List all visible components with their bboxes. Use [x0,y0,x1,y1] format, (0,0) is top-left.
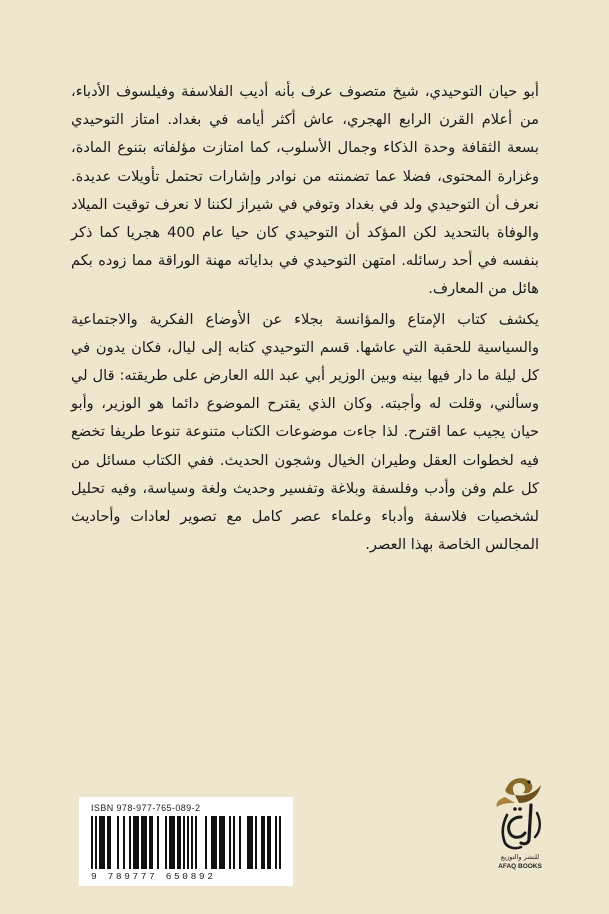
barcode-bar [95,816,97,869]
barcode-bar [269,816,271,869]
blurb-text [71,78,539,559]
barcode-bar [173,816,175,869]
barcode-digits: 9 789777 650892 [91,871,216,882]
publisher-logo [485,773,555,883]
barcode-bar [137,816,139,869]
barcode-bar [143,816,145,869]
barcode-bar [169,816,171,869]
barcode-bar [177,816,179,869]
barcode-bar [91,816,93,869]
barcode-bar [205,816,207,869]
barcode-bar [157,816,159,869]
barcode-bar [211,816,213,869]
barcode-bar [135,816,137,869]
barcode-bar [183,816,185,869]
barcode-bar [107,816,109,869]
isbn-barcode [79,797,293,886]
publisher-caption-english: AFAQ BOOKS [498,863,542,870]
barcode-bar [179,816,181,869]
barcode-bar [123,816,125,869]
barcode-bar [249,816,251,869]
barcode-bar [145,816,147,869]
barcode-bar [233,816,235,869]
barcode-bar [133,816,135,869]
barcode-bar [229,816,231,869]
barcode-bar [267,816,269,869]
barcode-bar [215,816,217,869]
barcode-bar [247,816,249,869]
barcode-bar [221,816,223,869]
barcode-bar [103,816,105,869]
isbn-number: ISBN 978-977-765-089-2 [91,803,201,813]
barcode-bar [261,816,263,869]
barcode-bar [279,816,281,869]
barcode-bar [141,816,143,869]
barcode-bar [149,816,151,869]
barcode-bar [195,816,197,869]
barcode-bar [109,816,111,869]
barcode-bars [91,816,281,869]
barcode-bar [255,816,257,869]
barcode-bar [251,816,253,869]
barcode-bar [171,816,173,869]
blurb-paragraph-2: يكشف كتاب الإمتاع والمؤانسة بجلاء عن الأوضاع الفكرية والاجتماعية والسياسية للحقبة التي عاشها. قسم التوحيدي كتابه إلى ليال، فكان يدون في كل ليلة ما دار فيها بينه وبين الوزير أبي عبد الله العارض على طريقته: قال لي وسألني، وقلت له وأجبته. وكان الذي يقترح الموضوع دائما هو الوزير، وأبو حيان يجيب عما اقترح. لذا جاءت موضوعات الكتاب متنوعة تنوعا طريفا تخضع فيه لخطوات العقل وطيران الخيال وشجون الحديث. ففي الكتاب مسائل من كل علم وفن وأدب وفلسفة وبلاغة وتفسير وحديث ولغة وسياسة، وفيه تحليل لشخصيات فلاسفة وأدباء وعلماء عصر كامل مع تصوير لعادات وأحاديث المجالس الخاصة بهذا العصر. [71,310,539,554]
barcode-bar [165,816,167,869]
barcode-bar [239,816,241,869]
barcode-bar [213,816,215,869]
barcode-bar [219,816,221,869]
barcode-bar [101,816,103,869]
barcode-bar [151,816,153,869]
barcode-bar [191,816,193,869]
barcode-bar [129,816,131,869]
barcode-bar [223,816,225,869]
barcode-bar [275,816,277,869]
barcode-bar [99,816,101,869]
barcode-bar [263,816,265,869]
publisher-caption-arabic: للنشر والتوزيع [500,853,540,861]
barcode-bar [187,816,189,869]
blurb-paragraph-1: أبو حيان التوحيدي، شيخ متصوف عرف بأنه أديب الفلاسفة وفيلسوف الأدباء، من أعلام القرن الرابع الهجري، عاش أكثر أيامه في بغداد. امتاز التوحيدي بسعة الثقافة وحدة الذكاء وجمال الأسلوب، كما امتازت مؤلفاته بتنوع المادة، وغزارة المحتوى، فضلا عما تضمنته من نوادر وإشارات تحتمل تأويلات عديدة. نعرف أن التوحيدي ولد في بغداد وتوفي في شيراز لكننا لا نعرف توقيت الميلاد والوفاة بالتحديد لكن المؤكد أن التوحيدي كان حيا عام 400 هجريا كما ذكر بنفسه في أحد رسائله. امتهن التوحيدي في بداياته مهنة الوراقة مما زوده بكم هائل من المعارف. [71,83,539,298]
barcode-bar [117,816,119,869]
